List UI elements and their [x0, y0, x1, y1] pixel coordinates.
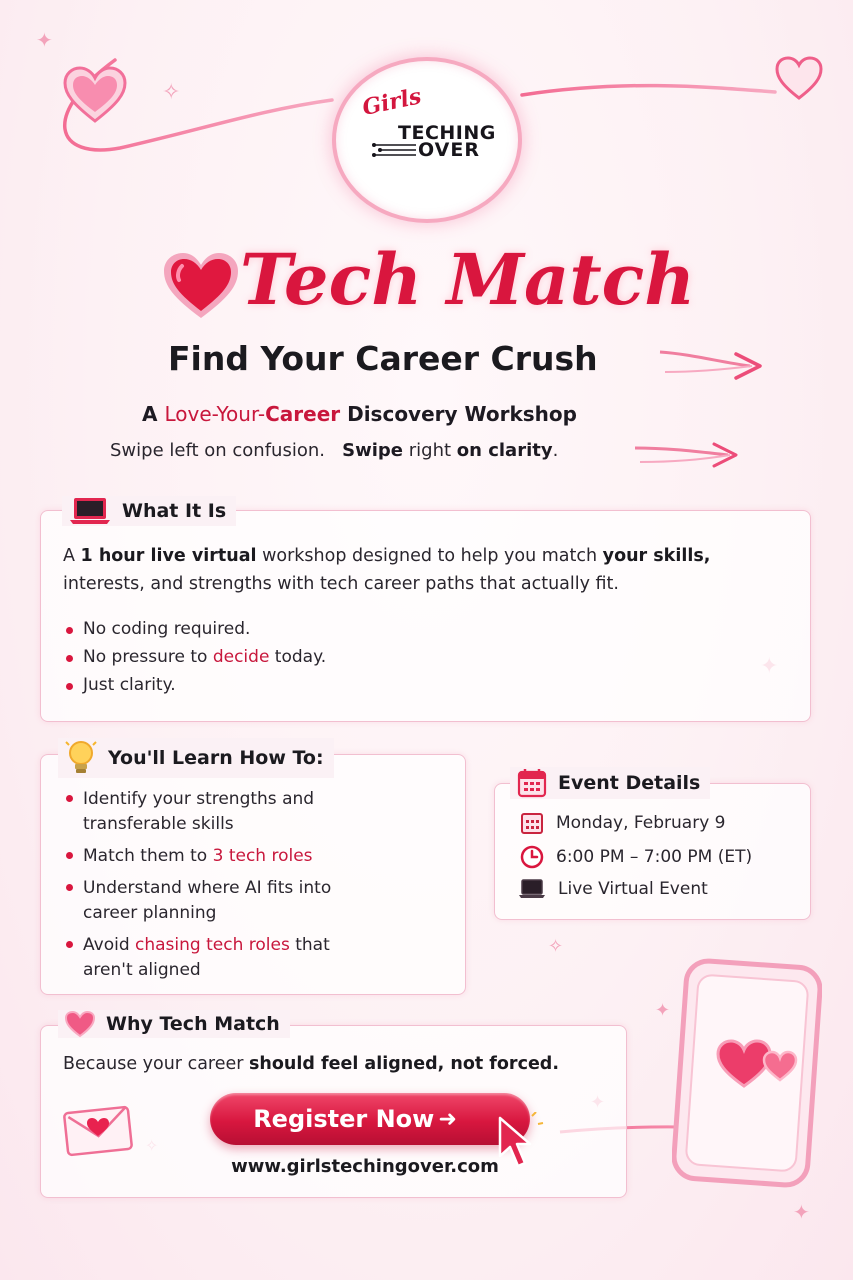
list-item	[63, 876, 383, 926]
bullet-text: Identify your strengths and transferable skills	[83, 789, 315, 834]
bullet-highlight: 3 tech roles	[212, 846, 313, 866]
circuit-lines-icon	[370, 140, 420, 160]
laptop-icon	[68, 496, 112, 526]
swipe-line	[110, 440, 650, 461]
tagline	[142, 402, 702, 426]
bullet-text: Match them to	[83, 846, 213, 866]
bullet-text: that aren't aligned	[83, 935, 330, 980]
section-heading: You'll Learn How To:	[108, 747, 324, 769]
why-text	[63, 1050, 623, 1078]
tagline-part: Love-Your-	[164, 402, 266, 426]
tagline-part: A	[142, 402, 165, 426]
envelope-heart-icon	[62, 1102, 134, 1158]
why-heading	[58, 1010, 290, 1038]
bullet-highlight: decide	[212, 647, 270, 667]
logo-girls-text: Girls	[360, 83, 424, 121]
laptop-icon	[518, 878, 546, 900]
logo-over-text: OVER	[418, 139, 480, 161]
list-item	[63, 844, 383, 869]
sparkle-icon: ✦	[793, 1200, 810, 1224]
event-format: Live Virtual Event	[558, 879, 708, 899]
sparkle-icon: ✧	[548, 936, 564, 957]
swipe-part: Swipe	[342, 440, 404, 461]
logo-teching-text: TECHING	[398, 122, 496, 144]
list-item	[63, 787, 383, 837]
heart-icon	[160, 250, 242, 322]
register-now-button[interactable]	[210, 1093, 530, 1145]
list-item	[63, 647, 663, 667]
section-heading: Why Tech Match	[106, 1013, 280, 1035]
lightbulb-icon	[64, 738, 98, 778]
bullet-text: No coding required.	[83, 619, 251, 639]
phone-hearts-icon	[672, 958, 822, 1188]
event-time: 6:00 PM – 7:00 PM (ET)	[556, 847, 753, 867]
heart-icon	[63, 66, 127, 124]
page-title: Tech Match	[240, 238, 696, 321]
sparkle-icon: ✧	[162, 80, 181, 105]
event-format-row	[518, 878, 708, 900]
list-item	[63, 619, 663, 639]
desc-part: A	[63, 546, 81, 566]
swipe-part: .	[552, 440, 559, 461]
website-link[interactable]: www.girlstechingover.com	[231, 1156, 499, 1177]
list-item	[63, 675, 663, 695]
desc-part: your skills,	[602, 546, 711, 566]
arrow-icon: ➜	[438, 1106, 457, 1132]
heart-icon	[64, 1010, 96, 1038]
bullet-text: Just clarity.	[83, 675, 176, 695]
calendar-icon	[516, 767, 548, 799]
page-subtitle: Find Your Career Crush	[168, 339, 598, 378]
sparkle-icon: ✦	[655, 1000, 671, 1021]
event-date-row	[520, 811, 725, 835]
desc-part: 1 hour live virtual	[80, 546, 257, 566]
what-it-is-card	[40, 510, 811, 722]
bullet-text: No pressure to	[83, 647, 213, 667]
tagline-part: Career	[265, 402, 341, 426]
event-time-row	[520, 845, 752, 869]
event-details-heading	[510, 767, 710, 799]
bullet-text: today.	[269, 647, 327, 667]
why-part: should feel aligned, not forced.	[249, 1054, 559, 1074]
event-date: Monday, February 9	[556, 813, 726, 833]
learn-bullets	[63, 787, 383, 983]
section-heading: Event Details	[558, 772, 701, 794]
heart-icon	[774, 55, 824, 101]
desc-part: interests, and strengths with tech career paths that actually fit.	[63, 574, 619, 594]
tagline-part: Discovery Workshop	[340, 402, 577, 426]
sparkle-icon: ✦	[36, 28, 53, 52]
swipe-part: on clarity	[456, 440, 553, 461]
section-heading: What It Is	[122, 500, 227, 522]
bullet-text: Avoid	[83, 935, 136, 955]
bullet-highlight: chasing tech roles	[135, 935, 290, 955]
what-it-is-heading	[62, 496, 236, 526]
bullet-text: Understand where AI fits into career planning	[83, 878, 332, 923]
swipe-part: right	[403, 440, 457, 461]
calendar-icon	[520, 811, 544, 835]
list-item	[63, 933, 383, 983]
learn-card	[40, 754, 466, 995]
register-label: Register Now	[253, 1105, 435, 1133]
swipe-part: Swipe left on confusion.	[110, 440, 325, 461]
desc-part: workshop designed to help you match	[256, 546, 603, 566]
clock-icon	[520, 845, 544, 869]
why-part: Because your career	[63, 1054, 250, 1074]
what-it-is-bullets	[63, 619, 663, 695]
what-it-is-description	[63, 542, 803, 598]
learn-heading	[58, 738, 334, 778]
